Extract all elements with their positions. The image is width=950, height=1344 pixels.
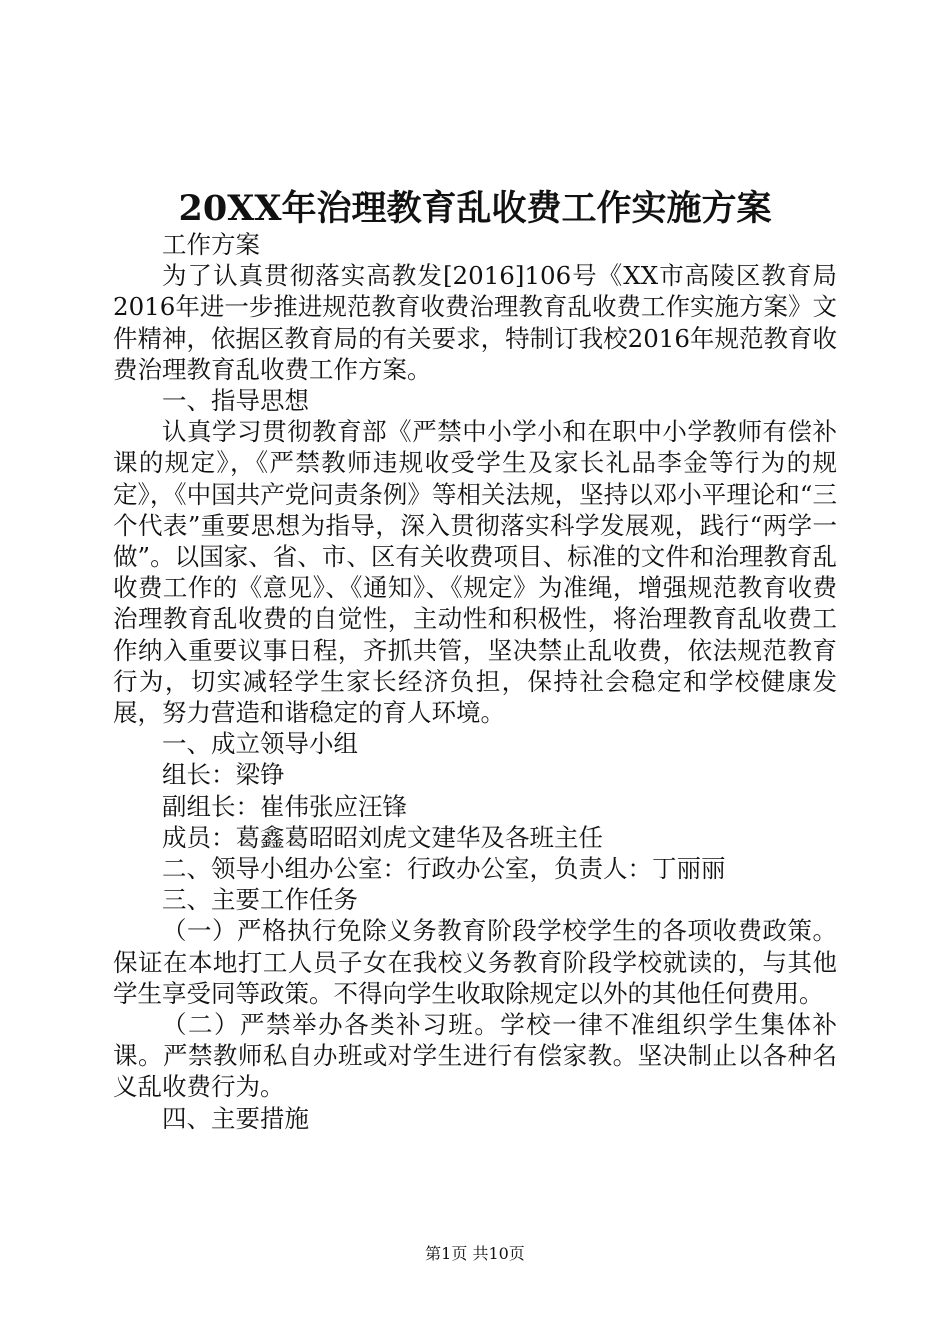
document-body	[113, 229, 837, 1134]
paragraph-subtitle: 工作方案	[162, 230, 260, 259]
heading-main-tasks: 三、主要工作任务	[162, 885, 358, 915]
paragraph-intro: 为了认真贯彻落实高教发[2016]106号《XX市高陵区教育局2016年进一步推进规范教育收费治理教育乱收费工作实施方案》文件精神，依据区教育局的有关要求，特制订我校2016年规范教育收费治理教育乱收费工作方案。	[113, 261, 837, 384]
paragraph-deputy-leaders: 副组长：崔伟张应汪锋	[162, 791, 407, 821]
paragraph-guiding-ideology: 认真学习贯彻教育部《严禁中小学小和在职中小学教师有偿补课的规定》，《严禁教师违规收受学生及家长礼品李金等行为的规定》，《中国共产党问责条例》等相关法规，坚持以邓小平理论和“三个代表”重要思想为指导，深入贯彻落实科学发展观，践行“两学一做”。以国家、省、市、区有关收费项目、标准的文件和治理教育乱收费工作的《意见》、《通知》、《规定》为准绳，增强规范教育收费治理教育乱收费的自觉性，主动性和积极性，将治理教育乱收费工作纳入重要议事日程，齐抓共管，坚决禁止乱收费，依法规范教育行为，切实减轻学生家长经济负担，保持社会稳定和学校健康发展，努力营造和谐稳定的育人环境。	[113, 417, 837, 728]
page-footer: 第1页 共10页	[425, 1244, 525, 1263]
document-title: 20XX年治理教育乱收费工作实施方案	[178, 188, 772, 229]
paragraph-members: 成员：葛鑫葛昭昭刘虎文建华及各班主任	[162, 822, 603, 852]
heading-leadership-group: 一、成立领导小组	[162, 729, 358, 759]
paragraph-task-two: （二）严禁举办各类补习班。学校一律不准组织学生集体补课。严禁教师私自办班或对学生进行有偿家教。坚决制止以各种名义乱收费行为。	[113, 1010, 837, 1102]
paragraph-task-one: （一）严格执行免除义务教育阶段学校学生的各项收费政策。保证在本地打工人员子女在我校义务教育阶段学校就读的，与其他学生享受同等政策。不得向学生收取除规定以外的其他任何费用。	[113, 916, 837, 1008]
heading-office: 二、领导小组办公室：行政办公室，负责人：丁丽丽	[162, 854, 726, 884]
paragraph-group-leader: 组长：梁铮	[162, 760, 285, 790]
heading-main-measures: 四、主要措施	[162, 1103, 309, 1133]
heading-guiding-ideology: 一、指导思想	[162, 386, 309, 416]
